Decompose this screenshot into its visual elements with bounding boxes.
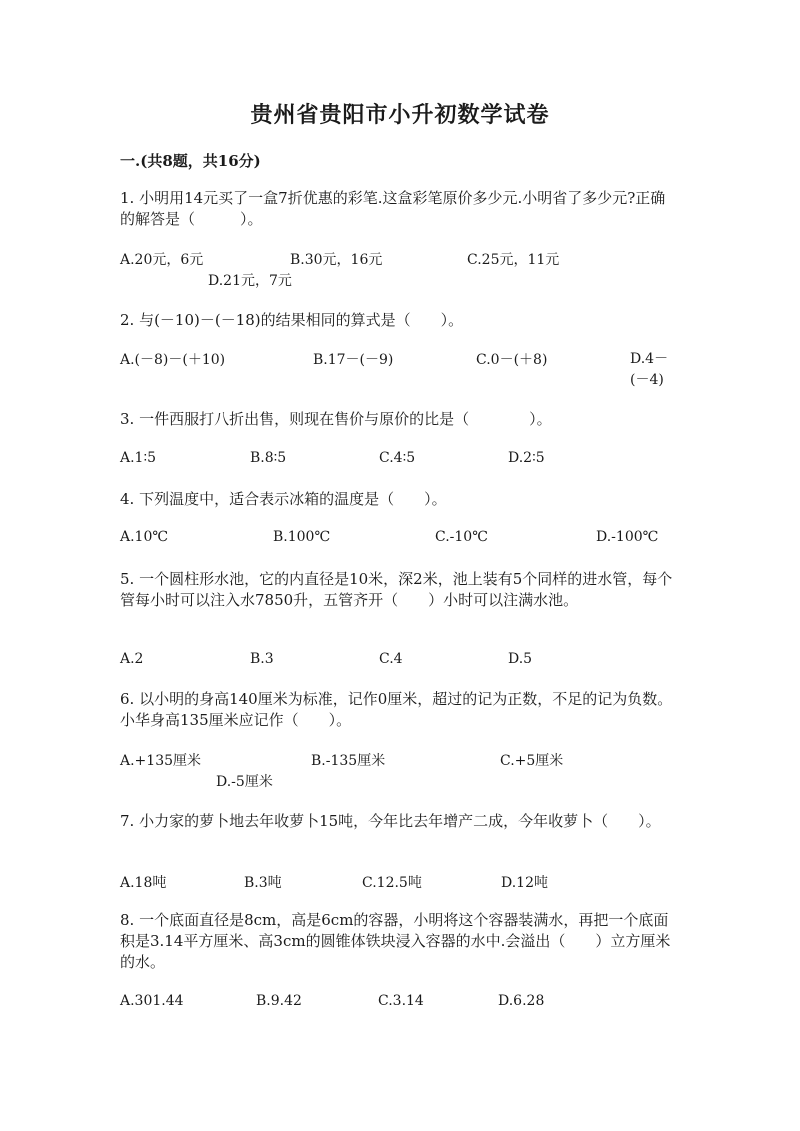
options-4: [120, 529, 680, 573]
question-7: 7. 小力家的萝卜地去年收萝卜15吨，今年比去年增产二成，今年收萝卜（ ）。: [120, 812, 661, 830]
options-3: [120, 450, 680, 494]
option-c: C.12.5吨: [362, 875, 422, 891]
option-c: C.25元，11元: [467, 252, 560, 268]
option-d: D.5: [508, 651, 533, 667]
option-c: C.-10℃: [435, 529, 488, 545]
options-6: [120, 750, 680, 794]
option-c: C.3.14: [378, 993, 424, 1009]
option-b: B.-135厘米: [311, 753, 386, 769]
option-a: A.18吨: [120, 875, 167, 891]
options-1: [120, 249, 680, 293]
option-d: D.-5厘米: [216, 774, 273, 790]
option-a: A.2: [120, 651, 144, 667]
option-c: C.4: [379, 651, 403, 667]
option-c: C.0－(＋8): [476, 352, 548, 368]
option-d: D.21元，7元: [208, 273, 292, 289]
question-6: 6. 以小明的身高140厘米为标准，记作0厘米，超过的记为正数，不足的记为负数。小华身高135厘米应记作（ ）。: [120, 690, 673, 729]
option-d: D.-100℃: [596, 529, 659, 545]
question-1: 1. 小明用14元买了一盒7折优惠的彩笔.这盒彩笔原价多少元.小明省了多少元?正确的解答是（ ）。: [120, 189, 666, 228]
options-2: [120, 349, 680, 393]
option-d: D.2∶5: [508, 450, 545, 466]
option-a: A.10℃: [120, 529, 169, 545]
option-a: A.1∶5: [120, 450, 157, 466]
question-5: 5. 一个圆柱形水池，它的内直径是10米，深2米，池上装有5个同样的进水管，每个管每小时可以注入水7850升，五管齐开（ ）小时可以注满水池。: [120, 570, 673, 609]
question-2: 2. 与(－10)－(－18)的结果相同的算式是（ ）。: [120, 311, 464, 329]
option-b: B.30元，16元: [290, 252, 383, 268]
option-b: B.9.42: [256, 993, 302, 1009]
question-3: 3. 一件西服打八折出售，则现在售价与原价的比是（ ）。: [120, 410, 552, 428]
option-b: B.3吨: [244, 875, 282, 891]
option-a: A.20元，6元: [120, 252, 204, 268]
option-b: B.100℃: [273, 529, 331, 545]
option-d: D.4－(－4): [630, 351, 669, 388]
option-c: C.4∶5: [379, 450, 416, 466]
option-a: A.(－8)－(＋10): [120, 352, 226, 368]
option-d: D.6.28: [498, 993, 545, 1009]
option-b: B.3: [250, 651, 274, 667]
option-a: A.301.44: [120, 993, 184, 1009]
page-title: 贵州省贵阳市小升初数学试卷: [250, 102, 550, 128]
option-b: B.17－(－9): [313, 352, 394, 368]
option-d: D.12吨: [501, 875, 548, 891]
option-b: B.8∶5: [250, 450, 287, 466]
option-c: C.+5厘米: [500, 753, 564, 769]
section-heading: 一.(共8题，共16分): [120, 152, 261, 170]
option-a: A.+135厘米: [120, 753, 202, 769]
question-4: 4. 下列温度中，适合表示冰箱的温度是（ ）。: [120, 490, 447, 508]
options-8: [120, 993, 680, 1037]
question-8: 8. 一个底面直径是8cm，高是6cm的容器，小明将这个容器装满水，再把一个底面积是3.14平方厘米、高3cm的圆锥体铁块浸入容器的水中.会溢出（ ）立方厘米的水。: [120, 911, 671, 971]
